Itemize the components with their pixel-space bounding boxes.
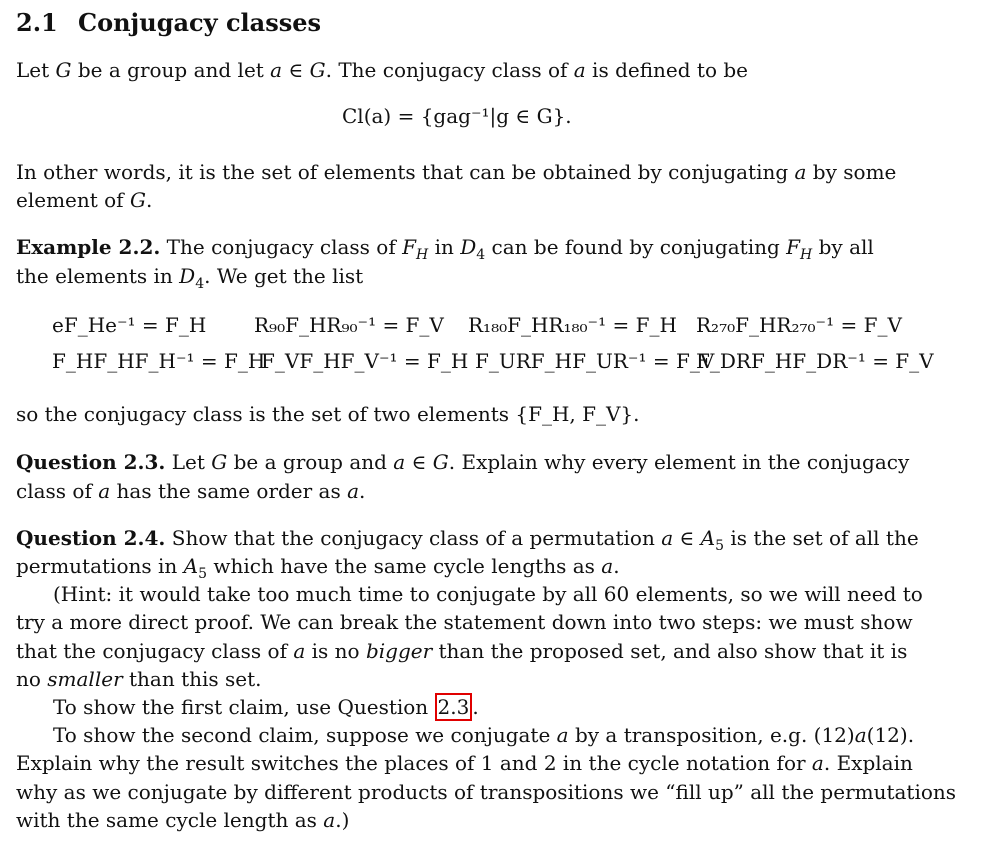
section-heading xyxy=(16,8,321,37)
table-cell-2-2: F_VF_HF_V⁻¹ = F_H xyxy=(261,349,469,373)
claim1-line: To show the first claim, use Question 2.3 . xyxy=(53,695,479,719)
question24-label: Question 2.4. xyxy=(16,526,166,550)
table-cell-1-4: R₂₇₀F_HR₂₇₀⁻¹ = F_V xyxy=(696,313,902,337)
table-cell-1-3: R₁₈₀F_HR₁₈₀⁻¹ = F_H xyxy=(468,313,677,337)
table-cell-2-4: F_DRF_HF_DR⁻¹ = F_V xyxy=(696,349,934,373)
table-cell-2-1: F_HF_HF_H⁻¹ = F_H xyxy=(52,349,266,373)
hint-line-4: no smaller than this set. xyxy=(16,667,262,691)
intro-line-4: element of G. xyxy=(16,188,153,212)
question-2-3-link[interactable]: 2.3 xyxy=(435,693,473,721)
definition-formula: Cl(a) = {gag⁻¹|g ∈ G}. xyxy=(342,104,572,128)
explain-line-1: Explain why the result switches the places of 1 and 2 in the cycle notation for a. Explain xyxy=(16,751,913,775)
section-number: 2.1 xyxy=(16,8,58,37)
claim2-line: To show the second claim, suppose we conjugate a by a transposition, e.g. (12)a(12). xyxy=(53,723,915,747)
hint-line-2: try a more direct proof. We can break the statement down into two steps: we must show xyxy=(16,610,913,634)
question23-line-1: Question 2.3. Let G be a group and a ∈ G. Explain why every element in the conjugacy xyxy=(16,450,910,474)
hint-line-1: (Hint: it would take too much time to conjugate by all 60 elements, so we will need to xyxy=(53,582,923,606)
intro-line-3: In other words, it is the set of elements that can be obtained by conjugating a by some xyxy=(16,160,897,184)
question23-label: Question 2.3. xyxy=(16,450,166,474)
example-label: Example 2.2. xyxy=(16,235,161,259)
question24-line-1: Question 2.4. Show that the conjugacy class of a permutation a ∈ $A_5$ is the set of all the xyxy=(16,526,919,554)
question23-line-2: class of a has the same order as a. xyxy=(16,479,366,503)
intro-line-1: Let G be a group and let a ∈ G. The conjugacy class of a is defined to be xyxy=(16,58,748,82)
table-cell-2-3: F_URF_HF_UR⁻¹ = F_V xyxy=(475,349,715,373)
example-line-1: Example 2.2. The conjugacy class of $F_H$ in $D_4$ can be found by conjugating $F_H$ by all xyxy=(16,235,874,263)
question24-line-2: permutations in $A_5$ which have the same cycle lengths as a. xyxy=(16,554,620,582)
explain-line-2: why as we conjugate by different products of transpositions we “fill up” all the permutations xyxy=(16,780,957,804)
example-line-2: the elements in $D_4$. We get the list xyxy=(16,264,364,292)
explain-line-3: with the same cycle length as a.) xyxy=(16,808,350,832)
section-title: Conjugacy classes xyxy=(78,8,322,37)
hint-line-3: that the conjugacy class of a is no bigger than the proposed set, and also show that it is xyxy=(16,639,908,663)
table-cell-1-2: R₉₀F_HR₉₀⁻¹ = F_V xyxy=(254,313,444,337)
example-conclusion: so the conjugacy class is the set of two elements {F_H, F_V}. xyxy=(16,402,640,426)
table-cell-1-1: eF_He⁻¹ = F_H xyxy=(52,313,207,337)
